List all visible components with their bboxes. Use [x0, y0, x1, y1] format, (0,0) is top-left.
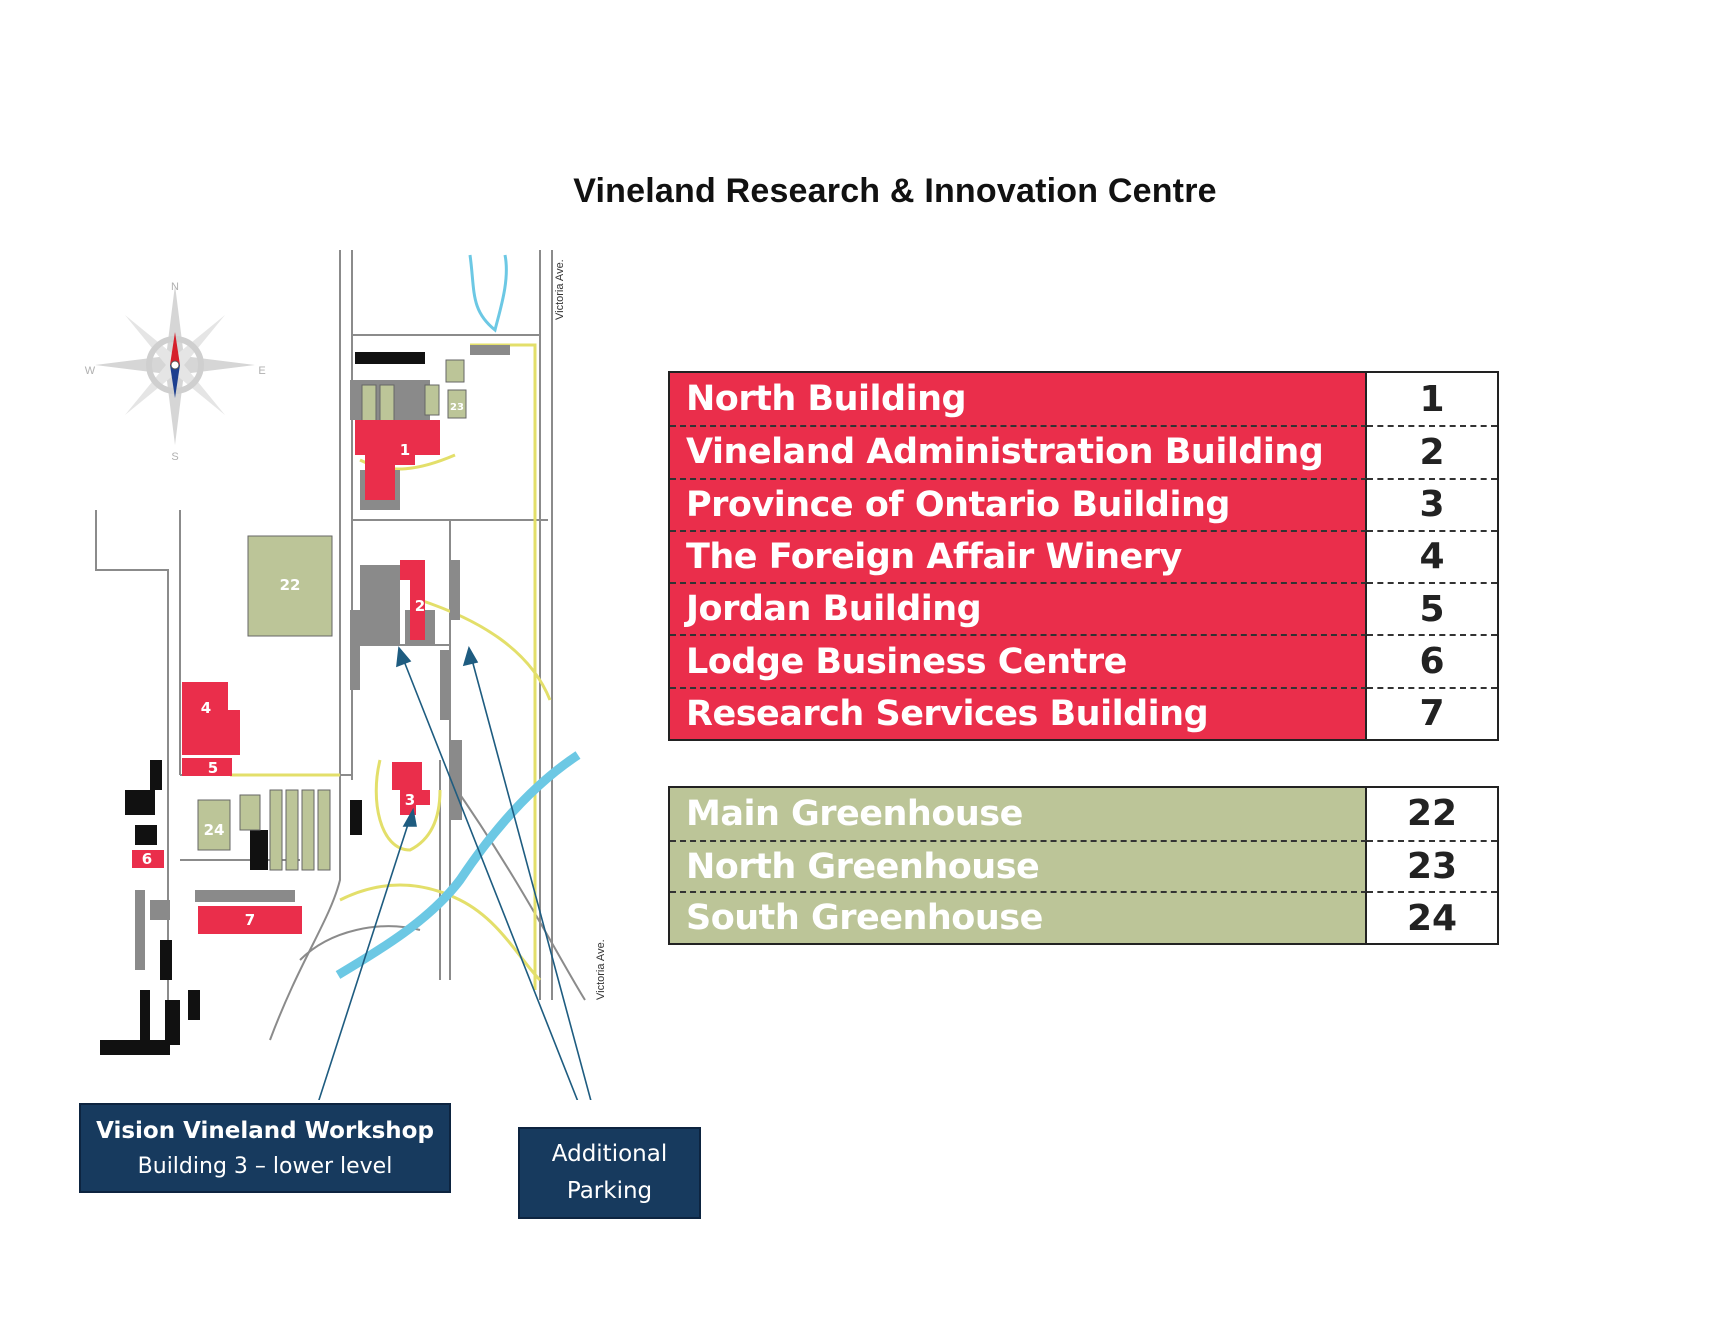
legend-row — [670, 891, 1497, 943]
marker-2: 2 — [414, 597, 426, 615]
greenhouse-name: South Greenhouse — [670, 891, 1367, 943]
buildings-legend — [668, 371, 1499, 741]
legend-row — [670, 582, 1497, 634]
marker-4: 4 — [200, 699, 212, 717]
legend-row — [670, 634, 1497, 686]
workshop-callout — [79, 1103, 451, 1193]
street-label-victoria-south: Victoria Ave. — [595, 939, 607, 1000]
marker-23: 23 — [450, 402, 464, 413]
building-number: 2 — [1367, 425, 1497, 477]
building-name: The Foreign Affair Winery — [670, 530, 1367, 582]
greenhouse-number: 23 — [1367, 840, 1497, 892]
marker-6: 6 — [141, 850, 153, 868]
legend-row — [670, 687, 1497, 739]
marker-1: 1 — [399, 441, 411, 459]
marker-22: 22 — [279, 576, 301, 594]
building-name: Jordan Building — [670, 582, 1367, 634]
compass-west-label: W — [84, 365, 96, 377]
parking-callout-line2: Parking — [566, 1178, 653, 1204]
greenhouses-legend — [668, 786, 1499, 945]
workshop-callout-title: Vision Vineland Workshop — [96, 1117, 434, 1144]
greenhouse-number: 24 — [1367, 891, 1497, 943]
building-name: Lodge Business Centre — [670, 634, 1367, 686]
page-title: Vineland Research & Innovation Centre — [573, 172, 1217, 210]
street-labels — [554, 259, 607, 1000]
legend-row — [670, 478, 1497, 530]
building-number: 1 — [1367, 373, 1497, 425]
building-name: Research Services Building — [670, 687, 1367, 739]
legend-row — [670, 788, 1497, 840]
building-name: North Building — [670, 373, 1367, 425]
building-name: Vineland Administration Building — [670, 425, 1367, 477]
building-number: 3 — [1367, 478, 1497, 530]
compass-north-label: N — [171, 281, 179, 293]
parking-callout-line1: Additional — [551, 1141, 668, 1167]
legend-row — [670, 530, 1497, 582]
parking-callout — [518, 1127, 701, 1219]
building-number: 4 — [1367, 530, 1497, 582]
workshop-callout-subtitle: Building 3 – lower level — [137, 1153, 393, 1179]
legend-row — [670, 373, 1497, 425]
marker-7: 7 — [244, 911, 256, 929]
building-name: Province of Ontario Building — [670, 478, 1367, 530]
callout-pointers — [318, 648, 598, 1100]
marker-24: 24 — [203, 821, 225, 839]
legend-row — [670, 840, 1497, 892]
legend-row — [670, 425, 1497, 477]
creek — [470, 255, 506, 330]
greenhouse-name: North Greenhouse — [670, 840, 1367, 892]
greenhouse-number: 22 — [1367, 788, 1497, 840]
building-number: 5 — [1367, 582, 1497, 634]
parking-lots — [135, 345, 510, 970]
building-number: 6 — [1367, 634, 1497, 686]
building-number: 7 — [1367, 687, 1497, 739]
compass-rose — [85, 281, 266, 463]
site-map — [0, 0, 720, 1100]
compass-south-label: S — [171, 451, 179, 463]
greenhouse-name: Main Greenhouse — [670, 788, 1367, 840]
compass-east-label: E — [258, 365, 266, 377]
marker-3: 3 — [404, 791, 416, 809]
street-label-victoria-north: Victoria Ave. — [554, 259, 566, 320]
marker-5: 5 — [207, 759, 219, 777]
